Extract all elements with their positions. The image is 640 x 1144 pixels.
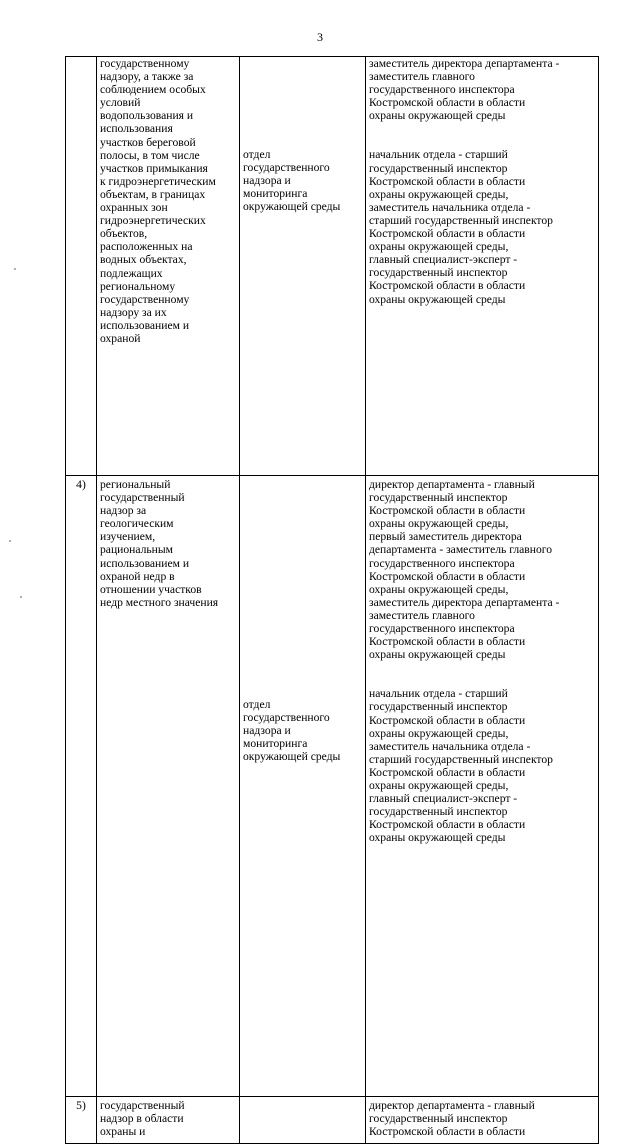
supervision-subject [97,1097,240,1144]
subject-line: полосы, в том числе [100,148,200,162]
scan-mark [20,596,22,598]
subject-line: надзору, а также за [100,70,194,84]
subject-line: надзору за их [100,305,167,319]
table-row [66,57,599,476]
subject-line: участков примыкания [100,161,208,175]
officials-bottom: начальник отдела - старший государственный инспектор Костромской области в области охраны окружающей среды, заместитель начальника отдела - старший государственный инспектор Костромской области в области охраны окружающей среды, главный специалист-эксперт - государственный инспектор Костромской области в области охраны окружающей среды [369,687,553,845]
table-row [66,1097,599,1144]
subject-line: использования [100,122,173,136]
officials-top: директор департамента - главный государственный инспектор Костромской области в области охраны окружающей среды, первый заместитель директора департамента - заместитель главного государственного инспектора Костромской области в области охраны окружающей среды, заместитель директора департамента - заместитель главного государственного инспектора Костромской области в области охраны окружающей среды [369,478,560,662]
supervision-subject [97,476,240,1097]
subject-line: объектам, в границах [100,187,206,201]
subject-text: государственный надзор в области охраны и [100,1099,185,1139]
table-row [66,476,599,1097]
unit-text: отдел государственного надзора и мониторинга окружающей среды [243,148,341,214]
officials-top: директор департамента - главный государственный инспектор Костромской области в области [369,1099,535,1139]
subject-text: региональный государственный надзор за геологическим изучением, рациональным использованием и охраной недр в отношении участков недр местного значения [100,478,219,609]
agency-table [65,56,599,1144]
responsible-unit [240,1097,366,1144]
spacer [369,661,595,687]
subject-line: государственному [100,292,190,306]
subject-line: к гидроэнергетическим [100,174,216,188]
subject-line: участков береговой [100,135,196,149]
officials-cell [366,476,599,1097]
subject-line: использованием и [100,318,190,332]
subject-line: подлежащих [100,266,163,280]
officials-cell [366,1097,599,1144]
subject-line: региональному [100,279,176,293]
subject-line: соблюдением особых [100,83,206,97]
scan-mark [14,268,16,270]
officials-cell [366,57,599,476]
supervision-subject [97,57,240,476]
officials-bottom: начальник отдела - старший государственный инспектор Костромской области в области охраны окружающей среды, заместитель начальника отдела - старший государственный инспектор Костромской области в области охраны окружающей среды, главный специалист-эксперт - государственный инспектор Костромской области в области охраны окружающей среды [369,148,553,306]
subject-line: объектов, [100,227,148,241]
row-number [66,57,97,476]
subject-line: охраной [100,331,141,345]
subject-line: расположенных на [100,240,193,254]
subject-line: условий [100,96,141,110]
subject-text [100,57,236,345]
responsible-unit [240,57,366,476]
page-number: 3 [317,30,323,44]
row-number: 5) [66,1097,97,1144]
row-number: 4) [66,476,97,1097]
unit-text: отдел государственного надзора и мониторинга окружающей среды [243,698,341,764]
subject-line: водных объектах, [100,253,187,267]
scan-mark [9,540,11,542]
subject-line: гидроэнергетических [100,214,206,228]
responsible-unit [240,476,366,1097]
subject-line: водопользования и [100,109,194,123]
subject-line: государственному [100,57,190,70]
officials-top: заместитель директора департамента - заместитель главного государственного инспектора Костромской области в области охраны окружающей среды [369,57,560,123]
subject-line: охранных зон [100,201,168,215]
spacer [369,122,595,148]
